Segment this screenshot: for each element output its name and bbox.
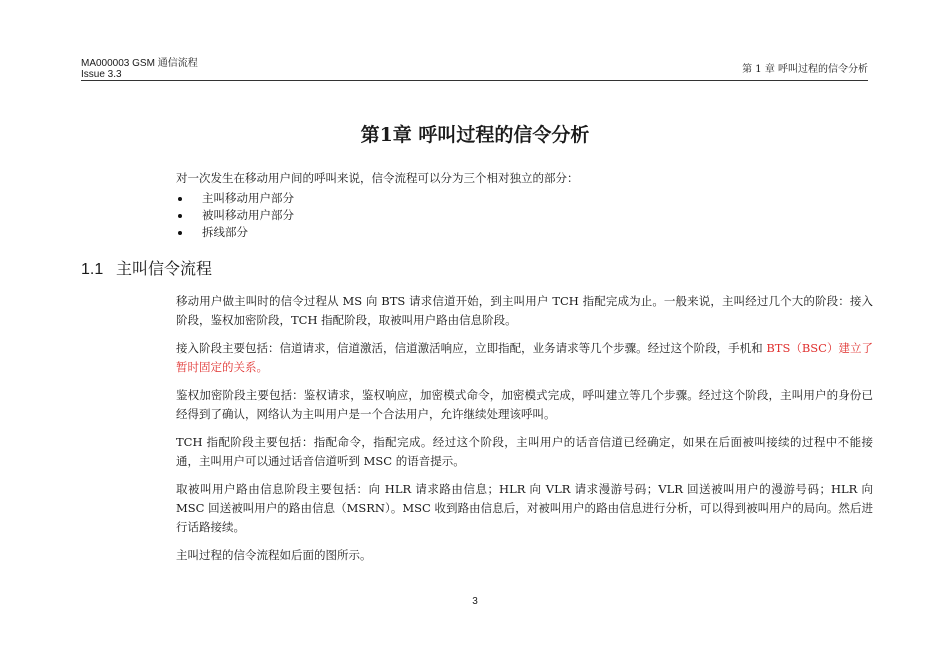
paragraph-overview: 移动用户做主叫时的信令过程从 MS 向 BTS 请求信道开始，到主叫用户 TCH 指配完成为止。一般来说，主叫经过几个大的阶段：接入阶段，鉴权加密阶段，TCH 指配阶段，取被叫用户路由信息阶段。 (176, 294, 873, 327)
section-title: 主叫信令流程 (116, 259, 213, 278)
bullet-icon (178, 197, 182, 201)
header-doc-info (81, 58, 198, 80)
header-doc-id: MA000003 GSM 通信流程 (81, 58, 198, 69)
intro-paragraph: 对一次发生在移动用户间的呼叫来说，信令流程可以分为三个相对独立的部分： (176, 171, 579, 185)
list-item: 拆线部分 (176, 224, 294, 241)
header-divider (81, 80, 868, 81)
bullet-list (176, 190, 294, 241)
section-number: 1.1 (81, 261, 104, 278)
paragraph-routing-phase: 取被叫用户路由信息阶段主要包括：向 HLR 请求路由信息；HLR 向 VLR 请求漫游号码；VLR 回送被叫用户的漫游号码；HLR 向 MSC 回送被叫用户的路由信息（MSRN）。MSC 收到路由信息后，对被叫用户的路由信息进行分析，可以得到被叫用户的局向。然后进行话路接续。 (176, 482, 873, 534)
paragraph-tch-phase: TCH 指配阶段主要包括：指配命令，指配完成。经过这个阶段，主叫用户的话音信道已经确定，如果在后面被叫接续的过程中不能接通，主叫用户可以通过话音信道听到 MSC 的语音提示。 (176, 435, 873, 468)
list-item: 被叫移动用户部分 (176, 207, 294, 224)
paragraph-access-phase: 接入阶段主要包括：信道请求，信道激活，信道激活响应，立即指配，业务请求等几个步骤。经过这个阶段，手机和 BTS（BSC）建立了暂时固定的关系。 (176, 341, 873, 374)
bullet-icon (178, 231, 182, 235)
section-heading (81, 258, 212, 281)
header-issue: Issue 3.3 (81, 69, 122, 80)
chapter-title: 第1章 呼叫过程的信令分析 (360, 124, 590, 146)
bullet-icon (178, 214, 182, 218)
page-number: 3 (472, 596, 478, 607)
paragraph-figure-ref: 主叫过程的信令流程如后面的图所示。 (176, 548, 372, 562)
highlighted-text: BTS（BSC）建立了暂时固定的关系。 (176, 341, 873, 374)
section-body (176, 292, 873, 574)
header-chapter-ref: 第 1 章 呼叫过程的信令分析 (742, 64, 868, 75)
list-item: 主叫移动用户部分 (176, 190, 294, 207)
paragraph-auth-phase: 鉴权加密阶段主要包括：鉴权请求，鉴权响应，加密模式命令，加密模式完成，呼叫建立等几个步骤。经过这个阶段，主叫用户的身份已经得到了确认，网络认为主叫用户是一个合法用户，允许继续处理该呼叫。 (176, 388, 873, 421)
